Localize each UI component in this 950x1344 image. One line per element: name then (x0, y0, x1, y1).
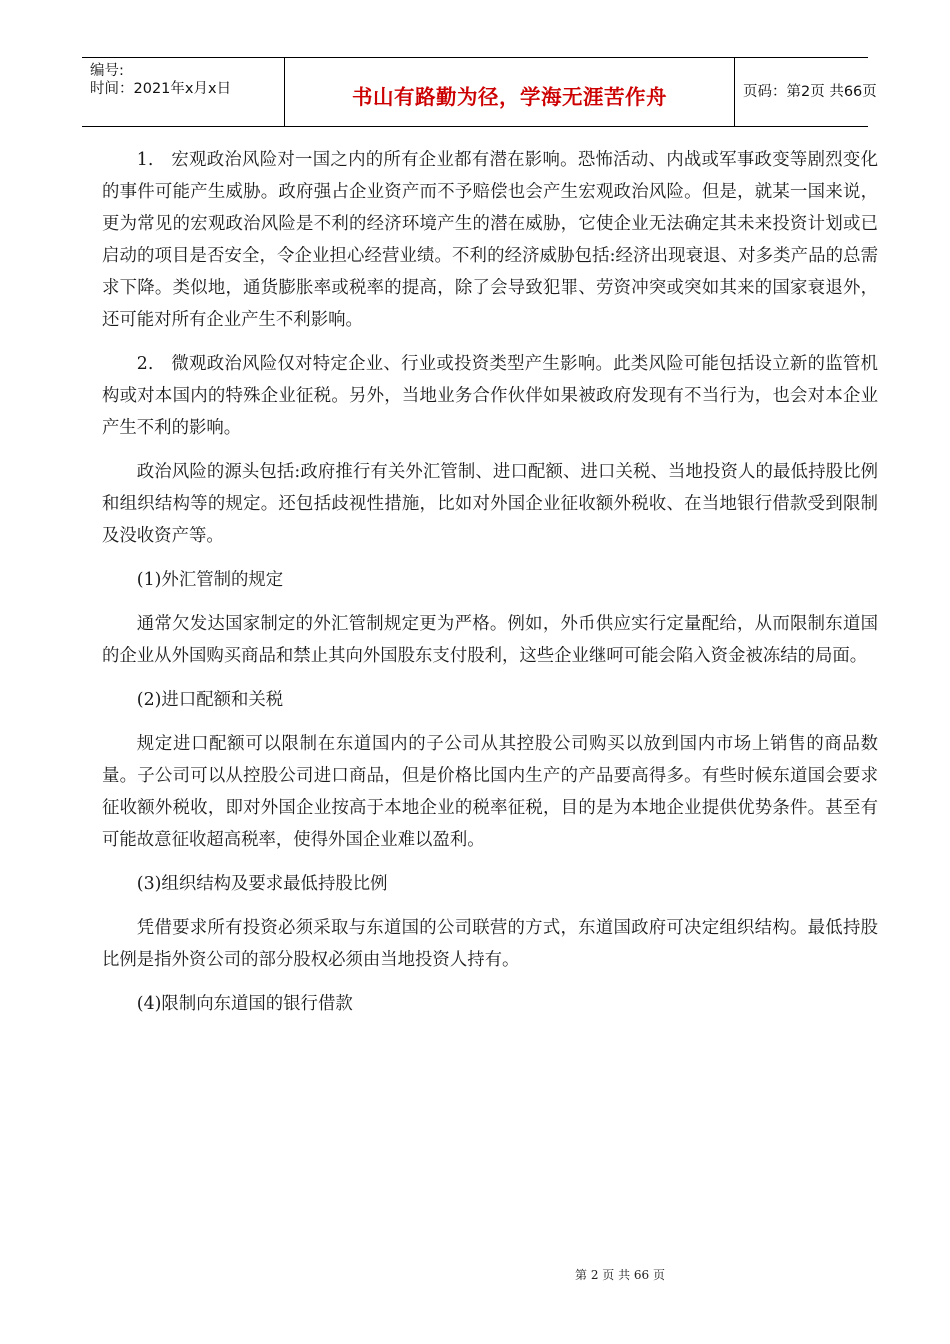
document-header (82, 57, 877, 127)
paragraph-macro-political-risk: 1. 宏观政治风险对一国之内的所有企业都有潜在影响。恐怖活动、内战或军事政变等剧烈变化的事件可能产生威胁。政府强占企业资产而不予赔偿也会产生宏观政治风险。但是，就某一国来说，更为常见的宏观政治风险是不利的经济环境产生的潜在威胁，它使企业无法确定其未来投资计划或已启动的项目是否安全，令企业担心经营业绩。不利的经济威胁包括:经济出现衰退、对多类产品的总需求下降。类似地，通货膨胀率或税率的提高，除了会导致犯罪、劳资冲突或突如其来的国家衰退外，还可能对所有企业产生不利影响。 (102, 150, 878, 330)
paragraph-org-structure: 凭借要求所有投资必须采取与东道国的公司联营的方式，东道国政府可决定组织结构。最低持股比例是指外资公司的部分股权必须由当地投资人持有。 (102, 918, 878, 970)
heading-bank-borrowing: (4)限制向东道国的银行借款 (136, 994, 353, 1014)
paragraph-micro-political-risk: 2. 微观政治风险仅对特定企业、行业或投资类型产生影响。此类风险可能包括设立新的监管机构或对本国内的特殊企业征税。另外，当地业务合作伙伴如果被政府发现有不当行为，也会对本企业产生不利的影响。 (102, 354, 878, 438)
paragraph-import-quota: 规定进口配额可以限制在东道国内的子公司从其控股公司购买以放到国内市场上销售的商品数量。子公司可以从控股公司进口商品，但是价格比国内生产的产品要高得多。有些时候东道国会要求征收额外税收，即对外国企业按高于本地企业的税率征税，目的是为本地企业提供优势条件。甚至有可能故意征收超高税率，使得外国企业难以盈利。 (102, 734, 878, 850)
document-body (102, 144, 878, 1032)
document-number-label: 编号: (90, 63, 124, 79)
heading-import-quota: (2)进口配额和关税 (136, 690, 284, 710)
header-motto: 书山有路勤为径，学海无涯苦作舟 (352, 85, 667, 109)
header-motto-cell (284, 58, 735, 126)
header-info-cell (82, 58, 284, 126)
paragraph-forex-control: 通常欠发达国家制定的外汇管制规定更为严格。例如，外币供应实行定量配给，从而限制东道国的企业从外国购买商品和禁止其向外国股东支付股利，这些企业继呵可能会陷入资金被冻结的局面。 (102, 614, 878, 666)
heading-org-structure: (3)组织结构及要求最低持股比例 (136, 874, 388, 894)
header-page-cell (735, 58, 877, 126)
header-page-label: 页码：第2页 共66页 (743, 84, 877, 100)
footer-page-number: 第 2 页 共 66 页 (575, 1268, 665, 1282)
paragraph-risk-sources: 政治风险的源头包括:政府推行有关外汇管制、进口配额、进口关税、当地投资人的最低持股比例和组织结构等的规定。还包括歧视性措施，比如对外国企业征收额外税收、在当地银行借款受到限制及没收资产等。 (102, 462, 878, 546)
heading-forex-control: (1)外汇管制的规定 (136, 570, 284, 590)
document-date-label: 时间：2021年x月x日 (90, 81, 232, 97)
page-footer (0, 1268, 950, 1282)
